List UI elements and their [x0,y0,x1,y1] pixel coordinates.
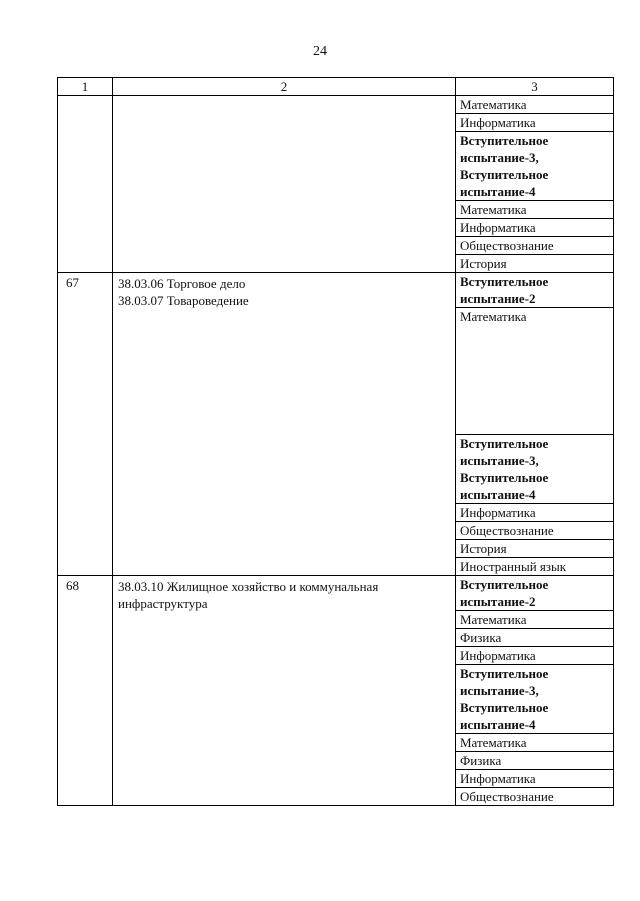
subject-item: Информатика [456,770,613,788]
subject-item: Математика [456,308,613,435]
table-header-row [58,78,614,96]
header-col-2: 2 [113,78,456,96]
subject-item: Физика [456,752,613,770]
subjects-cell [456,273,614,576]
row-number: 68 [58,576,113,806]
subject-item: Обществознание [456,237,613,255]
direction-line: 38.03.06 Торговое дело [118,276,246,291]
subject-item: Информатика [456,504,613,522]
table-row [58,273,614,576]
exam-table [57,77,614,806]
direction-line: 38.03.10 Жилищное хозяйство и коммунальная инфраструктура [118,579,379,611]
subject-item: Обществознание [456,522,613,540]
row-number [58,96,113,273]
header-col-1: 1 [58,78,113,96]
header-col-3: 3 [456,78,614,96]
direction-cell [113,576,456,806]
table-row [58,96,614,273]
direction-cell [113,273,456,576]
subject-item: История [460,256,507,271]
exam-group-label: Вступительное испытание-3, Вступительное испытание-4 [456,132,613,201]
subject-item: Иностранный язык [460,559,567,574]
subject-item: Обществознание [460,789,554,804]
subject-item: Информатика [456,219,613,237]
row-number: 67 [58,273,113,576]
direction-cell [113,96,456,273]
page-number: 24 [313,44,327,59]
subject-item: Информатика [456,114,613,132]
exam-group-label: Вступительное испытание-2 [456,273,613,308]
subjects-cell [456,96,614,273]
subject-item: Физика [456,629,613,647]
subject-item: Математика [456,201,613,219]
direction-line: 38.03.07 Товароведение [118,293,249,308]
subject-item: История [456,540,613,558]
exam-group-label: Вступительное испытание-3, Вступительное испытание-4 [456,665,613,734]
table-row [58,576,614,806]
subject-item: Математика [456,734,613,752]
subject-item: Информатика [456,647,613,665]
subject-item: Математика [456,611,613,629]
subject-item: Математика [456,96,613,114]
exam-group-label: Вступительное испытание-3, Вступительное испытание-4 [456,435,613,504]
subjects-cell [456,576,614,806]
exam-group-label: Вступительное испытание-2 [456,576,613,611]
